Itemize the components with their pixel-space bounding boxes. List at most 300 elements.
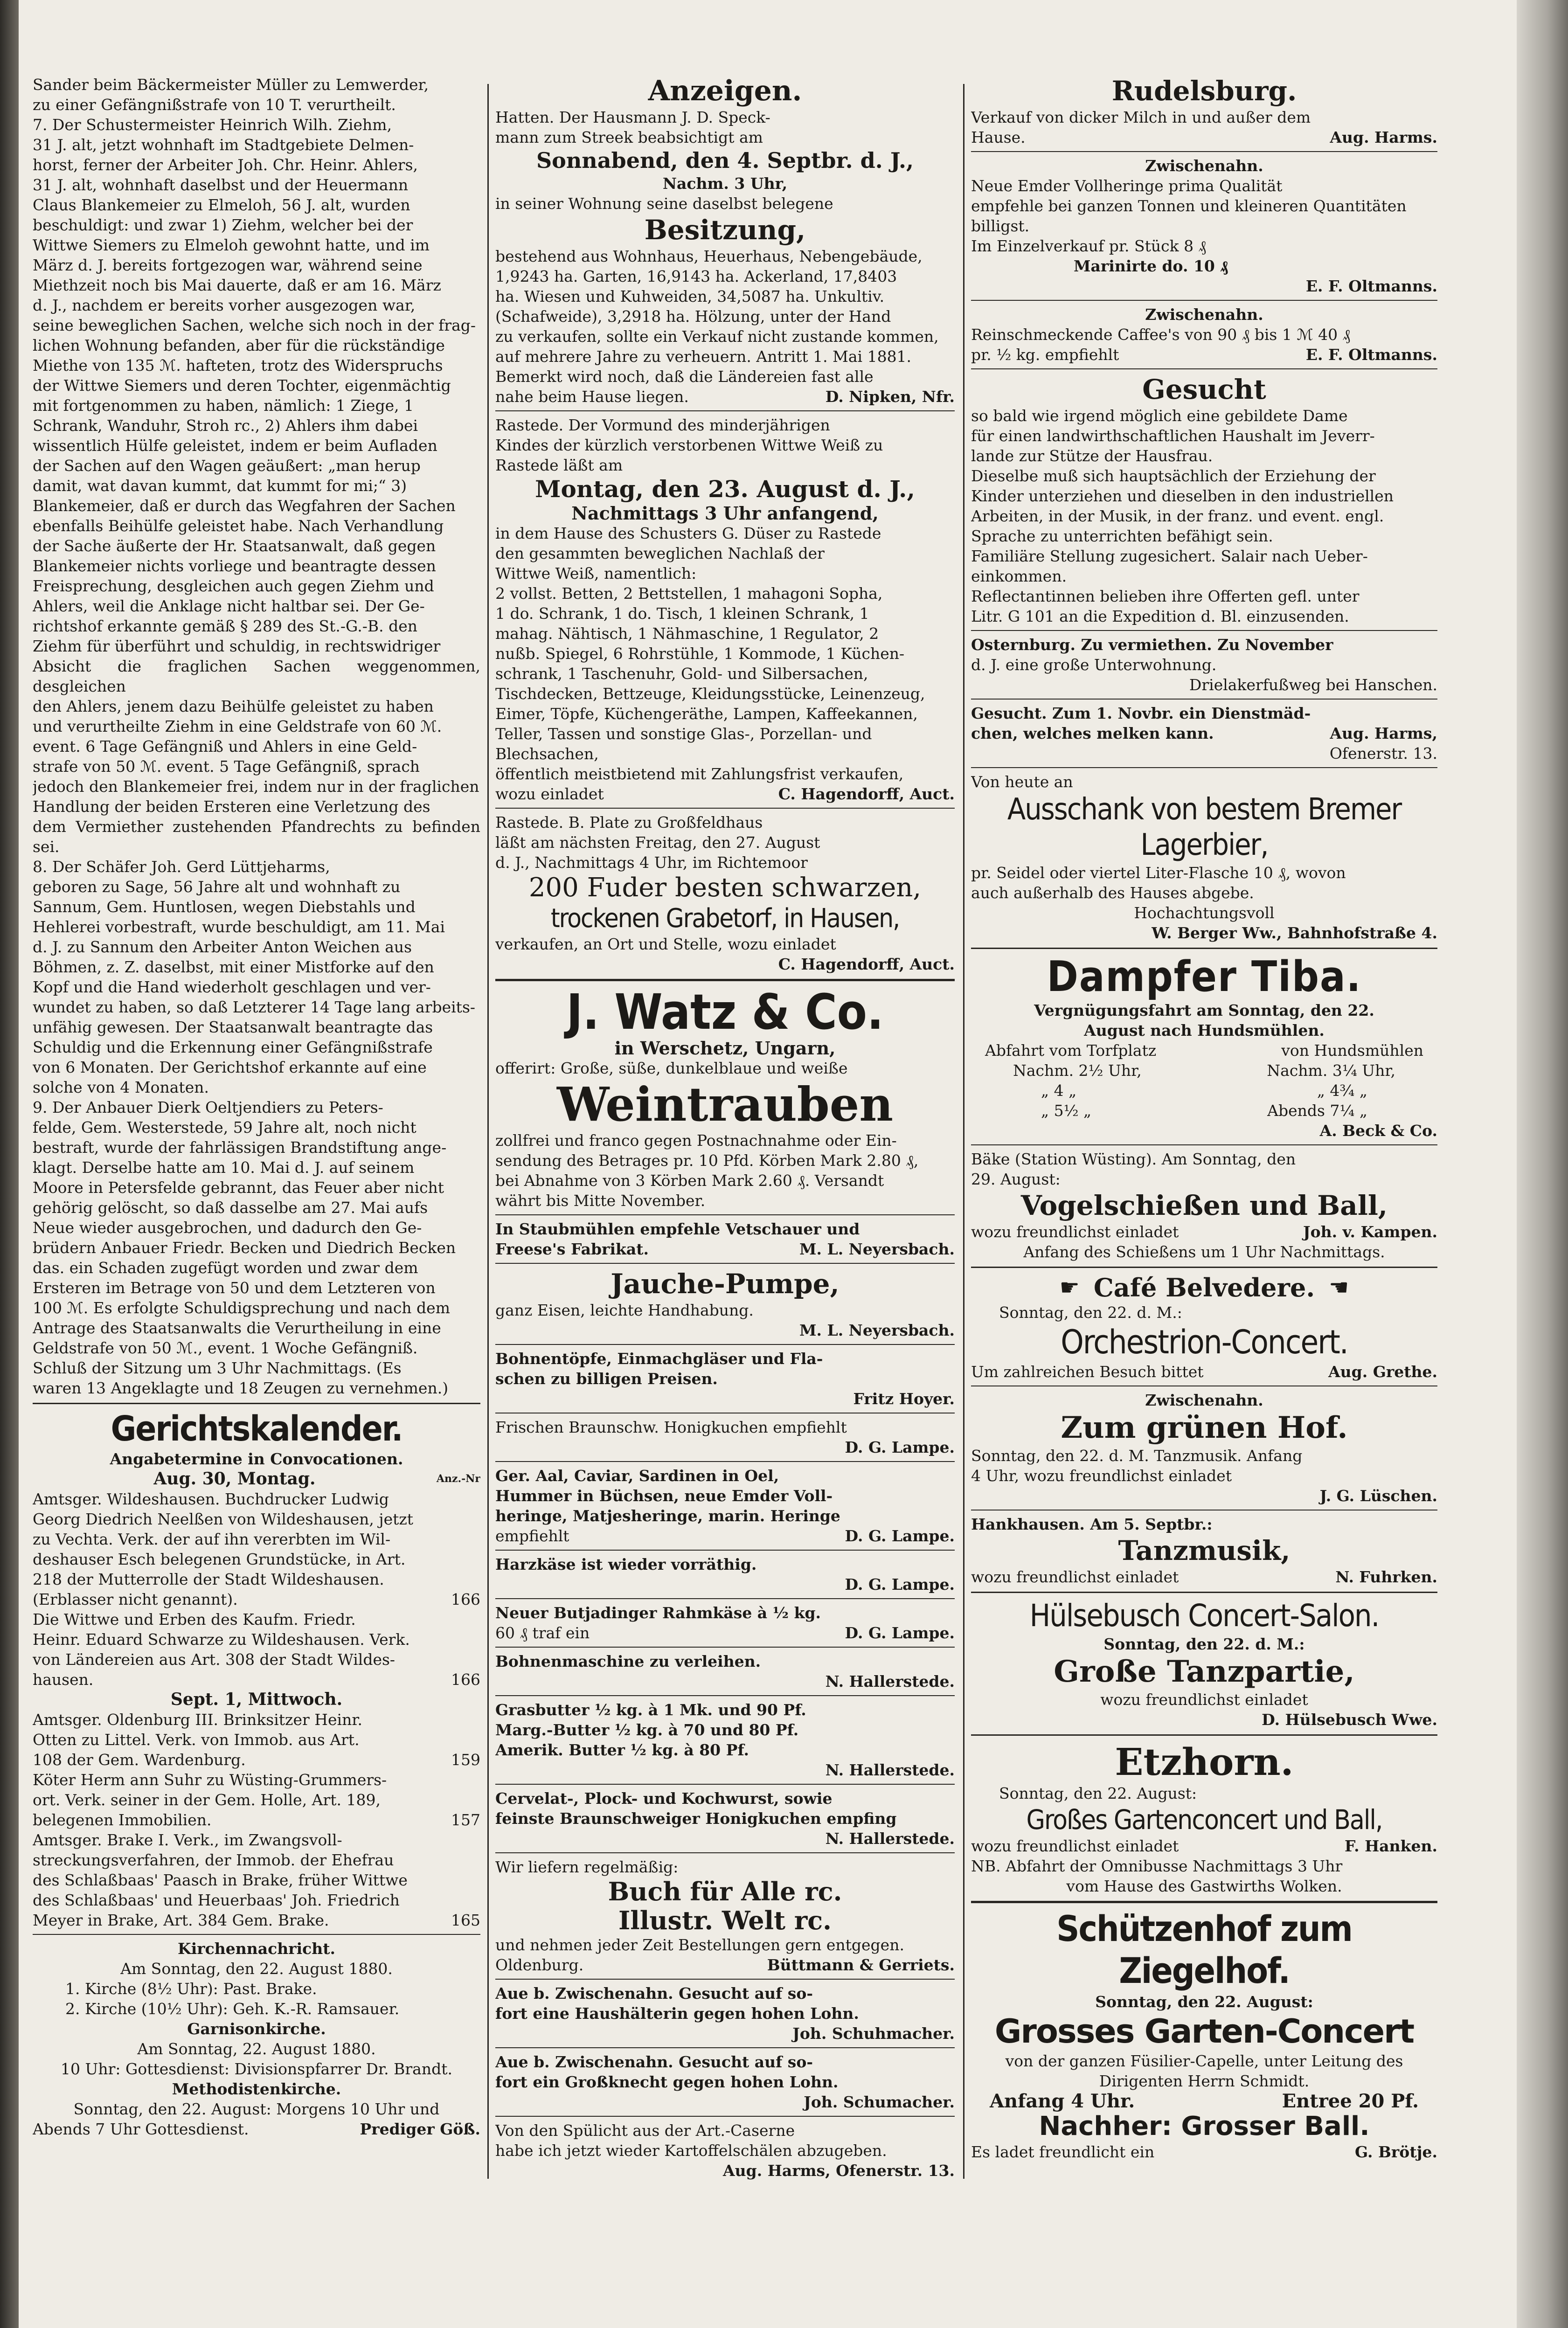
text-line: Wittwe Siemers zu Elmeloh gewohnt hatte, und im: [33, 236, 430, 254]
text-line: Eimer, Töpfe, Küchengeräthe, Lampen, Kaffeekannen,: [495, 705, 918, 723]
text-line: 218 der Mutterrolle der Stadt Wildeshausen.: [33, 1570, 384, 1588]
divider: [33, 1934, 480, 1935]
text-line: von 6 Monaten. Der Gerichtshof erkannte auf eine: [33, 1058, 427, 1076]
text-line: deshauser Esch belegenen Grundstücke, in Art.: [33, 1550, 406, 1568]
ad-text: Harzkäse ist wieder vorräthig.: [495, 1555, 757, 1573]
ad-text: habe ich jetzt wieder Kartoffelschälen abzugeben.: [495, 2141, 887, 2160]
text-line: Amerik. Butter ½ kg. à 80 Pf.: [495, 1741, 749, 1759]
kirchen-line: 2. Kirche (10½ Uhr): Geh. K.-R. Ramsauer.: [65, 2000, 400, 2018]
jauche-heading: Jauche-Pumpe,: [611, 1268, 840, 1300]
ad-text: Anfang des Schießens um 1 Uhr Nachmittags.: [1023, 1243, 1385, 1261]
watz-heading: J. Watz & Co.: [566, 984, 884, 1040]
text-line: Marg.-Butter ½ kg. à 70 und 80 Pf.: [495, 1721, 799, 1739]
garnison-title: Garnisonkirche.: [187, 2020, 326, 2038]
text-line: damit, wat davan kummt, dat kummt for mi;“ 3): [33, 477, 407, 495]
text-line: Aue b. Zwischenahn. Gesucht auf so-: [495, 2053, 813, 2071]
divider: [495, 808, 955, 809]
ad-signature: 60 ₰ traf ein D. G. Lampe.: [495, 1624, 955, 1642]
ad-text: Sonntag, den 22. d. M. Tanzmusik. Anfang: [971, 1447, 1303, 1465]
ad-text: offerirt: Große, süße, dunkelblaue und weiße: [495, 1059, 848, 1077]
text-line: brüdern Anbauer Friedr. Becken und Diedrich Becken: [33, 1239, 456, 1257]
divider: [971, 1901, 1437, 1903]
buch-heading: Buch für Alle rc.: [608, 1877, 842, 1906]
ad-text: und nehmen jeder Zeit Bestellungen gern entgegen.: [495, 1936, 904, 1954]
text-line: Otten zu Littel. Verk. von Immob. aus Art.: [33, 1731, 360, 1749]
zwischenahn-heading: Zwischenahn.: [1145, 1391, 1263, 1409]
divider: [495, 1695, 955, 1696]
ad-text: [495, 2052, 955, 2092]
gartenball-heading: Großes Gartenconcert und Ball,: [1026, 1804, 1382, 1836]
ad-signature: wozu freundlichst einladet F. Hanken.: [971, 1837, 1437, 1855]
column-right: [971, 75, 1437, 2188]
text-line: lichen Wohnung befanden, aber für die rückständige: [33, 336, 445, 354]
column-left: [33, 75, 480, 2188]
text-line: Rastede. Der Vormund des minderjährigen: [495, 416, 830, 434]
text-line: seine beweglichen Sachen, welche sich noch in der frag-: [33, 316, 476, 334]
text-line: bestehend aus Wohnhaus, Heuerhaus, Nebengebäude,: [495, 247, 923, 265]
text-line: streckungsverfahren, der Immob. der Ehefrau: [33, 1851, 394, 1869]
text-line: Claus Blankemeier zu Elmeloh, 56 J. alt, wurden: [33, 196, 410, 214]
text-line: den gesammten beweglichen Nachlaß der: [495, 544, 825, 562]
besitzung-heading: Besitzung,: [644, 214, 806, 246]
sept1-heading: Sept. 1, Mittwoch.: [170, 1690, 343, 1709]
text-line: Amtsger. Wildeshausen. Buchdrucker Ludwig: [33, 1490, 389, 1508]
text-line: Familiäre Stellung zugesichert. Salair nach Ueber-: [971, 547, 1368, 565]
divider: [971, 1144, 1437, 1145]
zwischenahn-heading: Zwischenahn.: [1145, 305, 1263, 324]
text-line: Hehlerei vorbestraft, wurde beschuldigt, am 11. Mai: [33, 918, 445, 936]
text-line: mann zum Streek beabsichtigt am: [495, 128, 763, 146]
text-line: Handlung der beiden Ersteren eine Verletzung des: [33, 797, 430, 816]
ad-signature: wozu freundlichst einladet N. Fuhrken.: [971, 1568, 1437, 1586]
ad-signature: Es ladet freundlicht ein G. Brötje.: [971, 2143, 1437, 2161]
etzhorn-heading: Etzhorn.: [1115, 1740, 1294, 1784]
text-line: 2 vollst. Betten, 2 Bettstellen, 1 mahagoni Sopha,: [495, 584, 883, 603]
divider: [495, 2047, 955, 2048]
text-line: des Schlaßbaas' und Heuerbaas' Joh. Friedrich: [33, 1891, 400, 1909]
text-line: feinste Braunschweiger Honigkuchen empfing: [495, 1809, 897, 1828]
text-line: zu verkaufen, sollte ein Verkauf nicht zustande kommen,: [495, 327, 939, 346]
text-line: 8. Der Schäfer Joh. Gerd Lüttjeharms,: [33, 858, 330, 876]
text-line: zollfrei und franco gegen Postnachnahme oder Ein-: [495, 1131, 897, 1150]
text-line: bestraft, wurde der fahrlässigen Brandstiftung ange-: [33, 1138, 447, 1157]
ad-text: [495, 107, 955, 147]
schedule-row: Abfahrt vom Torfplatz von Hundsmühlen: [985, 1041, 1423, 1060]
text-line: Heinr. Eduard Schwarze zu Wildeshausen. Verk.: [33, 1630, 410, 1649]
ad-signature: chen, welches melken kann. Aug. Harms,: [971, 724, 1437, 742]
text-line: schen zu billigen Preisen.: [495, 1370, 718, 1388]
pointing-hand-left-icon: ☚: [1329, 1275, 1349, 1301]
ad-signature: N. Hallerstede.: [825, 1672, 955, 1691]
text-line: Blankemeier nichts vorliege und beantragte dessen: [33, 557, 436, 575]
divider: [495, 1263, 955, 1264]
ad-text: [495, 523, 955, 784]
text-line: so bald wie irgend möglich eine gebildete Dame: [971, 407, 1348, 425]
tanzmusik-heading: Tanzmusik,: [1118, 1535, 1290, 1566]
text-line: Moore in Petersfelde gebrannt, das Feuer aber nicht: [33, 1178, 444, 1197]
text-line: Amtsger. Brake I. Verk., im Zwangsvoll-: [33, 1831, 342, 1849]
ad-signature: Fritz Hoyer.: [853, 1390, 955, 1408]
kalender-title: Gerichtskalender.: [111, 1409, 402, 1449]
text-line: Absicht die fraglichen Sachen weggenommen, desgleichen: [33, 657, 480, 695]
ad-signature: Oldenburg. Büttmann & Gerriets.: [495, 1956, 955, 1974]
divider: [971, 948, 1437, 949]
ad-text: Bäke (Station Wüsting). Am Sonntag, den: [971, 1150, 1296, 1168]
text-line: öffentlich meistbietend mit Zahlungsfrist verkaufen,: [495, 765, 904, 783]
ad-text: [495, 1130, 955, 1211]
text-line: 1,9243 ha. Garten, 16,9143 ha. Ackerland, 17,8403: [495, 267, 897, 285]
text-line: horst, ferner der Arbeiter Joh. Chr. Heinr. Ahlers,: [33, 156, 418, 174]
divider: [495, 2116, 955, 2117]
text-line: Amtsger. Oldenburg III. Brinksitzer Heinr.: [33, 1711, 362, 1729]
text-line: lande zur Stütze der Hausfrau.: [971, 447, 1213, 465]
ad-text: Hankhausen. Am 5. Septbr.:: [971, 1515, 1213, 1533]
ad-date: Montag, den 23. August d. J.,: [535, 475, 915, 503]
text-line: Wittwe Weiß, namentlich:: [495, 564, 697, 582]
text-line: zu einer Gefängnißstrafe von 10 T. verurtheilt.: [33, 96, 396, 114]
text-line: jedoch den Blankemeier frei, indem nur in der fraglichen: [33, 777, 479, 796]
ad-signature: J. G. Lüschen.: [1319, 1487, 1437, 1505]
text-line: hausen.: [33, 1670, 94, 1689]
ad-signature: wozu einladet C. Hagendorff, Auct.: [495, 785, 955, 803]
text-line: Tischdecken, Bettzeuge, Kleidungsstücke, Leinenzeug,: [495, 685, 925, 703]
ad-text: Hochachtungsvoll: [1134, 904, 1275, 922]
divider: [971, 630, 1437, 631]
text-line: (Erblasser nicht genannt).: [33, 1590, 238, 1608]
ad-text: [495, 1983, 955, 2023]
ad-text: ganz Eisen, leichte Handhabung.: [495, 1301, 754, 1319]
text-line: dem Vermiether zustehenden Pfandrechts zu befinden sei.: [33, 818, 480, 856]
garnison-date: Am Sonntag, 22. August 1880.: [137, 2040, 376, 2058]
pointing-hand-right-icon: ☛: [1059, 1275, 1080, 1301]
text-line: mit fortgenommen zu haben, nämlich: 1 Ziege, 1: [33, 396, 414, 415]
text-line: d. J., nachdem er bereits vorher ausgezogen war,: [33, 296, 416, 314]
dampfer-sub: Vergnügungsfahrt am Sonntag, den 22.: [1034, 1001, 1374, 1019]
text-line: 31 J. alt, jetzt wohnhaft im Stadtgebiete Delmen-: [33, 136, 414, 154]
ad-text: Dirigenten Herrn Schmidt.: [1099, 2072, 1310, 2090]
ad-text: 29. August:: [971, 1170, 1061, 1188]
anz-nr: 165: [451, 1911, 480, 1929]
text-line: Antrage des Staatsanwalts die Verurtheilung in eine: [33, 1319, 441, 1337]
ad-signature: empfiehlt D. G. Lampe.: [495, 1527, 955, 1545]
ad-text: Reinschmeckende Caffee's von 90 ₰ bis 1 ℳ 40 ₰: [971, 326, 1351, 344]
text-line: 100 ℳ. Es erfolgte Schuldigsprechung und nach dem: [33, 1299, 450, 1317]
ad-text: in seiner Wohnung seine daselbst belegene: [495, 194, 833, 213]
kirchen-date: Am Sonntag, den 22. August 1880.: [120, 1960, 393, 1978]
text-line: fort ein Großknecht gegen hohen Lohn.: [495, 2073, 839, 2091]
rudelsburg-heading: Rudelsburg.: [1111, 75, 1297, 107]
text-line: Sannum, Gem. Huntlosen, wegen Diebstahls und: [33, 898, 416, 916]
text-line: Kindes der kürzlich verstorbenen Wittwe Weiß zu: [495, 436, 883, 454]
ad-text: Sonntag, den 22. d. M.:: [1103, 1635, 1305, 1653]
ad-text: Sonntag, den 22. d. M.:: [999, 1303, 1182, 1322]
text-line: Geldstrafe von 50 ℳ., event. 1 Woche Gefängniß.: [33, 1339, 418, 1357]
ad-signature: pr. ½ kg. empfiehlt E. F. Oltmanns.: [971, 346, 1437, 364]
ad-text: In Staubmühlen empfehle Vetschauer und: [495, 1220, 860, 1238]
ad-text: Bohnenmaschine zu verleihen.: [495, 1652, 761, 1670]
divider: [495, 1979, 955, 1980]
schedule-row: „ 4 „ „ 4¾ „: [1041, 1081, 1367, 1100]
text-line: klagt. Derselbe hatte am 10. Mai d. J. auf seinem: [33, 1158, 415, 1177]
text-line: sendung des Betrages pr. 10 Pfd. Körben Mark 2.80 ₰,: [495, 1151, 919, 1170]
weintrauben-heading: Weintrauben: [556, 1077, 894, 1132]
text-line: empfehle bei ganzen Tonnen und kleineren Quantitäten: [971, 197, 1407, 215]
methodist-text: Sonntag, den 22. August: Morgens 10 Uhr und: [73, 2100, 440, 2118]
divider: [495, 1784, 955, 1785]
ad-signature: Drielakerfußweg bei Hanschen.: [1189, 676, 1437, 694]
dampfer-sub: August nach Hundsmühlen.: [1084, 1021, 1325, 1039]
text-line: von Ländereien aus Art. 308 der Stadt Wildes-: [33, 1650, 395, 1669]
divider: [971, 767, 1437, 768]
text-line: Neue Emder Vollheringe prima Qualität: [971, 177, 1283, 195]
text-line: richtshof erkannte gemäß § 289 des St.-G.-B. den: [33, 617, 418, 635]
text-line: belegenen Immobilien.: [33, 1811, 212, 1829]
illustr-heading: Illustr. Welt rc.: [618, 1905, 832, 1935]
ad-signature: D. Hülsebusch Wwe.: [1262, 1711, 1437, 1729]
text-line: das. ein Schaden zugefügt worden und zwar dem: [33, 1259, 418, 1277]
ad-text: [495, 1349, 955, 1389]
text-line: felde, Gem. Westerstede, 59 Jahre alt, noch nicht: [33, 1118, 416, 1136]
text-line: Miethzeit noch bis Mai dauerte, daß er am 16. März: [33, 276, 441, 294]
text-line: auf mehrere Jahre zu verheuern. Antritt 1. Mai 1881.: [495, 347, 912, 366]
text-line: d. J., Nachmittags 4 Uhr, im Richtemoor: [495, 853, 808, 872]
ad-time: Nachm. 3 Uhr,: [662, 174, 788, 193]
text-line: beschuldigt: und zwar 1) Ziehm, welcher bei der: [33, 216, 413, 234]
schuetzenhof-heading: Schützenhof zum Ziegelhof.: [1056, 1908, 1352, 1991]
text-line: billigst.: [971, 217, 1030, 235]
text-line: geboren zu Sage, 56 Jahre alt und wohnhaft zu: [33, 878, 401, 896]
methodist-title: Methodistenkirche.: [172, 2080, 341, 2098]
text-line: Freisprechung, desgleichen auch gegen Ziehm und: [33, 577, 434, 595]
ad-text: [495, 1466, 955, 1526]
binding-gutter: [0, 0, 19, 2328]
ad-text: [495, 1700, 955, 1760]
ad-signature: Freese's Fabrikat. M. L. Neyersbach.: [495, 1240, 955, 1258]
divider: [495, 979, 955, 981]
ad-text: Osternburg. Zu vermiethen. Zu November: [971, 636, 1333, 654]
ad-signature: M. L. Neyersbach.: [799, 1321, 955, 1339]
belvedere-heading: Café Belvedere.: [1093, 1273, 1315, 1303]
ad-text: Sonntag, den 22. August:: [1095, 1993, 1313, 2011]
text-line: der Sachen auf den Wagen geäußert: „man herup: [33, 457, 421, 475]
ad-text: Frischen Braunschw. Honigkuchen empfiehlt: [495, 1418, 847, 1436]
text-line: Georg Diedrich Neelßen von Wildeshausen, jetzt: [33, 1510, 414, 1528]
text-line: in dem Hause des Schusters G. Düser zu Rastede: [495, 524, 881, 542]
kalender-subtitle: Angabetermine in Convocationen.: [110, 1450, 403, 1468]
text-line: Dieselbe muß sich hauptsächlich der Erziehung der: [971, 467, 1376, 485]
ad-signature: N. Hallerstede.: [825, 1761, 955, 1779]
text-line: Köter Herm ann Suhr zu Wüsting-Grummers-: [33, 1771, 387, 1789]
text-line: d. J. zu Sannum den Arbeiter Anton Weichen aus: [33, 938, 412, 956]
text-line: 1 do. Schrank, 1 do. Tisch, 1 kleinen Schrank, 1: [495, 604, 869, 623]
ad-signature: wozu freundlichst einladet Joh. v. Kampen.: [971, 1223, 1437, 1241]
ad-signature: D. G. Lampe.: [845, 1438, 955, 1456]
divider: [495, 1647, 955, 1648]
text-line: (Schafweide), 3,2918 ha. Hölzung, unter der Hand: [495, 307, 891, 326]
text-line: und verurtheilte Ziehm in eine Geldstrafe von 60 ℳ.: [33, 717, 442, 735]
gruenen-hof-heading: Zum grünen Hof.: [1061, 1410, 1348, 1445]
ad-text: [971, 176, 1437, 256]
text-line: für einen landwirthschaftlichen Haushalt im Jeverr-: [971, 427, 1375, 445]
ad-time: Nachmittags 3 Uhr anfangend,: [571, 503, 879, 524]
ad-text: Wir liefern regelmäßig:: [495, 1858, 679, 1876]
text-line: Die Wittwe und Erben des Kaufm. Friedr.: [33, 1610, 356, 1628]
ad-text: wozu freundlichst einladet: [1100, 1691, 1308, 1709]
divider: [971, 151, 1437, 152]
huelsebusch-heading: Hülsebusch Concert-Salon.: [1029, 1598, 1379, 1634]
text-line: ha. Wiesen und Kuhweiden, 34,5087 ha. Unkultiv.: [495, 287, 885, 305]
belvedere-row: [971, 1273, 1437, 1303]
gesucht-heading: Gesucht: [1142, 374, 1266, 405]
ad-signature: C. Hagendorff, Auct.: [778, 955, 955, 973]
text-line: bei Abnahme von 3 Körben Mark 2.60 ₰. Versandt: [495, 1171, 884, 1190]
aug30-heading: Aug. 30, Montag. Anz.-Nr: [153, 1469, 480, 1489]
ad-text: [495, 415, 955, 475]
torf-line: 200 Fuder besten schwarzen,: [528, 873, 922, 903]
text-line: unfähig gewesen. Der Staatsanwalt beantragte das: [33, 1018, 433, 1036]
text-line: Ahlers, weil die Anklage nicht haltbar sei. Der Ge-: [33, 597, 425, 615]
text-line: event. 6 Tage Gefängniß und Ahlers in eine Geld-: [33, 737, 417, 755]
orchestrion-heading: Orchestrion-Concert.: [1061, 1323, 1348, 1361]
kirchen-title: Kirchennachricht.: [178, 1940, 335, 1958]
anz-nr: 166: [451, 1670, 480, 1689]
divider: [971, 1267, 1437, 1268]
ad-text: Gesucht. Zum 1. Novbr. ein Dienstmäd-: [971, 704, 1311, 722]
text-line: Blankemeier, daß er durch das Wegfahren der Sachen: [33, 497, 456, 515]
text-line: Reflectantinnen belieben ihre Offerten gefl. unter: [971, 587, 1360, 605]
ad-text: von der ganzen Füsilier-Capelle, unter Leitung des: [1005, 2052, 1403, 2070]
ad-text: [495, 812, 955, 873]
zwischenahn-heading: Zwischenahn.: [1145, 157, 1263, 175]
watz-location: in Werschetz, Ungarn,: [614, 1038, 836, 1059]
ad-text: Von heute an: [971, 773, 1073, 791]
anzeigen-heading: Anzeigen.: [648, 75, 802, 107]
anz-nr: 157: [451, 1811, 480, 1829]
ad-signature: nahe beim Hause liegen. D. Nipken, Nfr.: [495, 388, 955, 406]
ad-text: [971, 863, 1437, 903]
text-line: auch außerhalb des Hauses abgebe.: [971, 884, 1254, 902]
text-line: Im Einzelverkauf pr. Stück 8 ₰: [971, 237, 1207, 255]
divider: [495, 1598, 955, 1599]
ad-signature: Aug. Harms, Ofenerstr. 13.: [723, 2162, 955, 2180]
text-line: gehörig gelöscht, so daß dasselbe am 27. Mai aufs: [33, 1199, 428, 1217]
text-line: Rastede. B. Plate zu Großfeldhaus: [495, 813, 763, 831]
text-line: Schluß der Sitzung um 3 Uhr Nachmittags. (Es: [33, 1359, 402, 1377]
text-line: Grasbutter ½ kg. à 1 Mk. und 90 Pf.: [495, 1701, 806, 1719]
ad-text: vom Hause des Gastwirths Wolken.: [1066, 1877, 1342, 1895]
text-line: Ersteren im Betrage von 50 und dem Letzteren von: [33, 1279, 436, 1297]
column-rule: [487, 84, 489, 2179]
text-line: der Wittwe Siemers und deren Tochter, eigenmächtig: [33, 376, 451, 395]
divider: [495, 1461, 955, 1462]
page-edge: [1517, 0, 1568, 2328]
schedule-row: „ 5½ „ Abends 7¼ „: [1041, 1102, 1367, 1120]
anz-nr: 166: [451, 1590, 480, 1608]
ad-text: [495, 246, 955, 387]
ad-signature: Hause. Aug. Harms.: [971, 128, 1437, 146]
ad-signature: W. Berger Ww., Bahnhofstraße 4.: [1152, 924, 1437, 942]
text-line: läßt am nächsten Freitag, den 27. August: [495, 833, 820, 852]
court-report: [33, 75, 480, 1398]
text-line: Schrank, Wanduhr, Stroh rc., 2) Ahlers ihm dabei: [33, 416, 418, 435]
divider: [971, 300, 1437, 301]
divider: [33, 1403, 480, 1404]
text-line: Bemerkt wird noch, daß die Ländereien fast alle: [495, 367, 874, 386]
text-line: Hatten. Der Hausmann J. D. Speck-: [495, 108, 770, 126]
text-line: des Schlaßbaas' Paasch in Brake, früher Wittwe: [33, 1871, 408, 1889]
text-line: Kopf und die Hand wiederholt geschlagen und ver-: [33, 978, 431, 996]
kirchen-line: 1. Kirche (8½ Uhr): Past. Brake.: [65, 1980, 317, 1998]
text-line: Kinder unterziehen und dieselben in den industriellen: [971, 487, 1394, 505]
text-line: Miethe von 135 ℳ. hafteten, trotz des Widerspruchs: [33, 356, 443, 374]
text-line: Cervelat-, Plock- und Kochwurst, sowie: [495, 1789, 833, 1808]
text-line: den Ahlers, jenem dazu Beihülfe geleistet zu haben: [33, 697, 434, 715]
text-line: währt bis Mitte November.: [495, 1192, 706, 1210]
schedule-row: Nachm. 2½ Uhr, Nachm. 3¼ Uhr,: [1013, 1061, 1395, 1080]
text-line: Sprache zu unterrichten befähigt sein.: [971, 527, 1273, 545]
text-line: der Sache äußerte der Hr. Staatsanwalt, daß gegen: [33, 537, 436, 555]
text-line: 108 der Gem. Wardenburg.: [33, 1751, 246, 1769]
ad-address: Ofenerstr. 13.: [1329, 744, 1437, 762]
divider: [971, 1734, 1437, 1736]
divider: [495, 1214, 955, 1215]
methodist-footer: Abends 7 Uhr Gottesdienst. Prediger Göß.: [33, 2120, 480, 2138]
text-line: Sander beim Bäckermeister Müller zu Lemwerder,: [33, 76, 429, 94]
text-line: schrank, 1 Taschenuhr, Gold- und Silbersachen,: [495, 665, 868, 683]
text-line: mahag. Nähtisch, 1 Nähmaschine, 1 Regulator, 2: [495, 624, 879, 643]
ad-text: [971, 406, 1437, 626]
ad-text: verkaufen, an Ort und Stelle, wozu einladet: [495, 935, 836, 953]
text-line: Arbeiten, in der Musik, in der franz. und event. engl.: [971, 507, 1384, 525]
text-line: pr. Seidel oder viertel Liter-Flasche 10 ₰, wovon: [971, 864, 1346, 882]
ad-signature: N. Hallerstede.: [825, 1829, 955, 1848]
text-line: Hummer in Büchsen, neue Emder Voll-: [495, 1487, 833, 1505]
text-line: Rastede läßt am: [495, 456, 623, 474]
ad-signature: A. Beck & Co.: [1319, 1122, 1437, 1140]
divider: [971, 368, 1437, 369]
tanzpartie-heading: Große Tanzpartie,: [1054, 1654, 1355, 1689]
vogel-heading: Vogelschießen und Ball,: [1020, 1190, 1388, 1221]
text-line: Blechsachen,: [495, 745, 599, 763]
text-line: Böhmen, z. Z. daselbst, mit einer Mistforke auf den: [33, 958, 434, 976]
text-line: zu Vechta. Verk. der auf ihn vererbten im Wil-: [33, 1530, 391, 1548]
ad-text: Sonntag, den 22. August:: [999, 1784, 1197, 1802]
text-line: einkommen.: [971, 567, 1067, 585]
column-middle: [495, 75, 955, 2188]
ad-text: NB. Abfahrt der Omnibusse Nachmittags 3 Uhr: [971, 1857, 1343, 1875]
ad-text: Neuer Butjadinger Rahmkäse à ½ kg.: [495, 1604, 821, 1622]
text-line: Schuldig und die Erkennung einer Gefängnißstrafe: [33, 1038, 433, 1056]
text-line: heringe, Matjesheringe, marin. Heringe: [495, 1507, 840, 1525]
anz-nr: 159: [451, 1751, 480, 1769]
dampfer-heading: Dampfer Tiba.: [1047, 952, 1362, 1001]
text-line: fort eine Haushälterin gegen hohen Lohn.: [495, 2004, 859, 2023]
text-line: 7. Der Schustermeister Heinrich Wilh. Ziehm,: [33, 116, 392, 134]
ad-text: d. J. eine große Unterwohnung.: [971, 656, 1217, 674]
ausschank-heading: Ausschank von bestem Bremer Lagerbier,: [1007, 792, 1401, 862]
entry-row: Anfang 4 Uhr. Entree 20 Pf.: [990, 2090, 1419, 2112]
text-line: Neue wieder ausgebrochen, und dadurch den Ge-: [33, 1219, 422, 1237]
ad-signature: Um zahlreichen Besuch bittet Aug. Grethe.: [971, 1363, 1437, 1381]
text-line: waren 13 Angeklagte und 18 Zeugen zu vernehmen.): [33, 1379, 449, 1397]
text-line: wissentlich Hülfe geleistet, indem er beim Aufladen: [33, 436, 437, 455]
divider: [971, 1592, 1437, 1593]
garnison-text: 10 Uhr: Gottesdienst: Divisionspfarrer Dr. Brandt.: [61, 2060, 452, 2078]
text-line: Ger. Aal, Caviar, Sardinen in Oel,: [495, 1467, 779, 1485]
text-line: ebenfalls Beihülfe geleistet habe. Nach Verhandlung: [33, 517, 444, 535]
divider: [495, 410, 955, 411]
text-line: Ziehm für überführt und schuldig, in rechtswidriger: [33, 637, 441, 655]
